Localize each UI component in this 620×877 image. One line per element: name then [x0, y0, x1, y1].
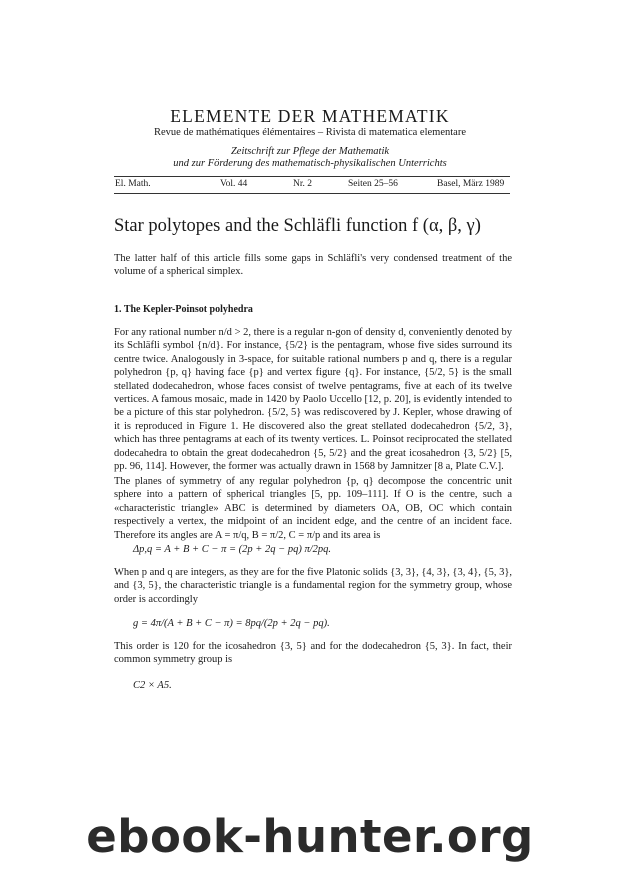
journal-subtitle: Revue de mathématiques élémentaires – Rivista di matematica elementare — [154, 127, 466, 138]
section-heading: 1. The Kepler-Poinsot polyhedra — [114, 304, 253, 315]
body-paragraph-3: When p and q are integers, as they are for the five Platonic solids {3, 3}, {4, 3}, {3, 4}, {5, 3}, and {3, 5}, the characteristic triangle is a fundamental region for the symmetry group, whose order is accordingly — [114, 567, 512, 605]
meta-journal: El. Math. — [115, 179, 151, 189]
watermark: ebook-hunter.org — [86, 810, 534, 863]
meta-pages: Seiten 25–56 — [348, 179, 398, 189]
journal-tagline-1: Zeitschrift zur Pflege der Mathematik — [230, 146, 390, 157]
header-rule-bottom — [114, 193, 510, 194]
equation-order: g = 4π/(A + B + C − π) = 8pq/(2p + 2q − pq). — [133, 618, 330, 629]
body-paragraph-1: For any rational number n/d > 2, there is a regular n-gon of density d, conveniently denoted by its Schläfli symbol {n/d}. For instance, {5/2} is the pentagram, whose five sides surround its centre twice. Analogously in 3-space, for suitable rational numbers p and q, there is a regular polyhedron {p, q} having face {p} and vertex figure {q}. For instance, {5/2, 5} is the small stellated dodecahedron, whose faces consist of twelve pentagrams, five at each of its twelve vertices. A famous mosaic, made in 1420 by Paolo Uccello [12, p. 20], is evidently intended to be a picture of this star polyhedron. {5/2, 5} was rediscovered by J. Kepler, whose drawing of it is reproduced in Figure 1. He discovered also the great stellated dodecahedron {5/2, 3}, which has three pentagrams at each of its twenty vertices. L. Poinsot reciprocated the stellated dodecahedra to obtain the great dodecahedron {5, 5/2} and the great icosahedron {3, 5/2} [5, pp. 96, 114]. However, the former was actually drawn in 1568 by Jamnitzer [8 a, Plate C.V.]. — [114, 327, 512, 473]
meta-volume: Vol. 44 — [220, 179, 248, 189]
equation-area: Δp,q = A + B + C − π = (2p + 2q − pq) π/2pq. — [133, 544, 332, 555]
meta-date: Basel, März 1989 — [437, 179, 505, 189]
body-paragraph-4: This order is 120 for the icosahedron {3, 5} and for the dodecahedron {5, 3}. In fact, their common symmetry group is — [114, 641, 512, 666]
equation-group: C2 × A5. — [133, 680, 172, 691]
journal-tagline-2: und zur Förderung des mathematisch-physikalischen Unterrichts — [173, 158, 447, 169]
article-abstract: The latter half of this article fills some gaps in Schläfli's very condensed treatment of the volume of a spherical simplex. — [114, 253, 512, 278]
header-rule-top — [114, 176, 510, 177]
journal-title: ELEMENTE DER MATHEMATIK — [170, 106, 450, 126]
body-paragraph-2: The planes of symmetry of any regular polyhedron {p, q} decompose the concentric unit sphere into a pattern of spherical triangles [5, pp. 109–111]. If O is the centre, such a «characteristic triangle» ABC is determined by diameters OA, OB, OC which contain respectively a vertex, the midpoint of an incident edge, and the centre of an incident face. Therefore its angles are A = π/q, B = π/2, C = π/p and its area is — [114, 476, 512, 541]
meta-number: Nr. 2 — [293, 179, 312, 189]
article-title: Star polytopes and the Schläfli function f (α, β, γ) — [114, 216, 481, 236]
